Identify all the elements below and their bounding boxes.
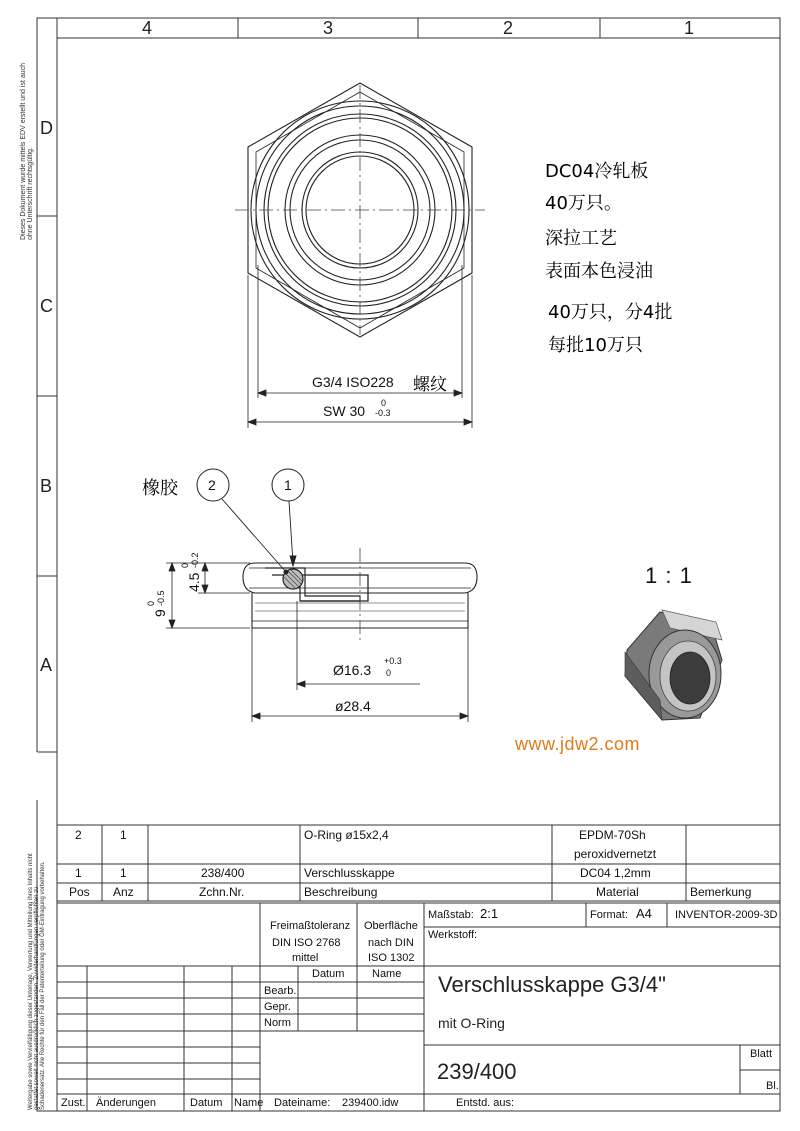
blatt-label: Blatt [750,1048,773,1060]
entstd-label: Entstd. aus: [456,1097,515,1109]
note-batches: 40万只，分4批 [548,302,673,323]
inner-diameter-dimension: Ø16.3 [333,662,372,678]
side-note-top [20,63,34,240]
name-footer-label: Name [234,1097,264,1109]
surface-line-2: nach DIN [368,937,414,949]
column-label-3: 3 [323,18,334,38]
h9-tol-lower: -0.5 [156,590,166,606]
balloon-2: 2 [208,477,216,493]
h45-tol-upper: 0 [180,562,190,568]
software-label: INVENTOR-2009-3D [675,909,778,921]
scale-label: Maßstab: [428,909,474,921]
drawing-number: 239/400 [437,1059,517,1084]
dateiname-label: Dateiname: [274,1097,331,1109]
material-label: Werkstoff: [428,929,478,941]
parts-row-1-anz: 1 [120,866,127,880]
outer-diameter-dimension: ø28.4 [335,698,371,714]
sw-tol-lower: -0.3 [375,408,391,418]
column-label-4: 4 [142,18,153,38]
row-label-b: B [40,476,53,496]
row-label-c: C [40,296,53,316]
datum-header: Datum [312,968,345,980]
note-process: 深拉工艺 [545,228,617,249]
balloon-1: 1 [284,477,292,493]
note-surface: 表面本色浸油 [545,261,653,282]
column-label-2: 2 [503,18,514,38]
h9-tol-upper: 0 [146,600,156,606]
parts-row-1-material: DC04 1,2mm [580,866,651,880]
format-label: Format: [590,909,628,921]
parts-row-1-beschreibung: Verschlusskappe [304,866,395,880]
parts-list-grid [57,825,780,903]
note-batch-size: 每批10万只 [548,335,643,356]
d163-tol-lower: 0 [386,668,392,678]
website-link[interactable]: www.jdw2.com [515,734,641,754]
norm-label: Norm [264,1017,291,1029]
datum-footer-label: Datum [190,1097,223,1109]
drawing-subtitle: mit O-Ring [438,1015,505,1031]
name-header: Name [372,968,402,980]
parts-row-2-anz: 1 [120,828,127,842]
header-bemerkung: Bemerkung [690,885,752,899]
title-block-grid [57,903,780,1111]
parts-row-2-beschreibung: O-Ring ø15x2,4 [304,828,389,842]
header-anz: Anz [113,885,134,899]
tolerance-line-3: mittel [292,952,319,964]
aenderungen-label: Änderungen [96,1097,156,1109]
bl-label: Bl. [766,1080,779,1092]
gepr-label: Gepr. [264,1001,291,1013]
row-label-d: D [40,118,53,138]
tolerance-line-2: DIN ISO 2768 [272,937,341,949]
iso-scale-label: 1 : 1 [645,563,693,588]
dateiname-value: 239400.idw [342,1097,399,1109]
header-beschreibung: Beschreibung [304,885,378,899]
bearb-label: Bearb. [264,985,297,997]
note-material: DC04冷轧板 [545,161,649,182]
zust-label: Zust. [61,1097,86,1109]
side-note-bottom-line-3: Schadenersatz. Alle Rechte für den Fall der Patenterteilung oder GM-Eintragung vorbehalten. [40,861,46,1110]
side-note-bottom-line-2: gestattet soweit nicht ausdrücklich zugestanden. Zuwiderhandlungen verpflichten zu [34,886,40,1110]
h45-tol-lower: -0.2 [190,552,200,568]
side-note-top-line-2: ohne Unterschrift rechtsgültig. [27,147,34,240]
height-45-dimension: 4.5 [186,572,202,592]
sw-tol-upper: 0 [381,398,387,408]
sw-dimension: SW 30 [323,403,366,419]
surface-line-1: Oberfläche [364,920,418,932]
thread-cn-label: 螺纹 [413,375,447,395]
parts-row-2-material-2: peroxidvernetzt [574,847,657,861]
header-zchn: Zchn.Nr. [199,885,245,899]
header-material: Material [596,885,639,899]
column-label-1: 1 [684,18,695,38]
isometric-view [625,610,722,720]
format-value: A4 [636,906,652,921]
surface-line-3: ISO 1302 [368,952,415,964]
height-9-dimension: 9 [152,609,168,617]
note-quantity: 40万只。 [545,193,622,214]
parts-row-2-material-1: EPDM-70Sh [579,828,646,842]
parts-row-1-zchn: 238/400 [201,866,245,880]
side-note-top-line-1: Dieses Dokument wurde mittels EDV erstellt und ist auch [20,62,27,240]
tolerance-line-1: Freimaßtoleranz [270,920,351,932]
rubber-label: 橡胶 [142,478,178,499]
side-note-bottom-line-1: Weitergabe sowie Vervielfältigung dieser Unterlage, Verwertung und Mitteilung ihres Inhalts nicht [28,853,34,1110]
header-pos: Pos [69,885,90,899]
height-45-group [180,552,226,592]
scale-value: 2:1 [480,906,499,921]
parts-row-1-pos: 1 [75,866,82,880]
d163-tol-upper: +0.3 [384,656,402,666]
row-label-a: A [40,655,53,675]
parts-row-2-pos: 2 [75,828,82,842]
side-note-bottom [28,853,46,1110]
thread-dimension: G3/4 ISO228 [312,374,394,390]
height-9-group [146,577,192,617]
drawing-title: Verschlusskappe G3/4" [438,972,666,997]
